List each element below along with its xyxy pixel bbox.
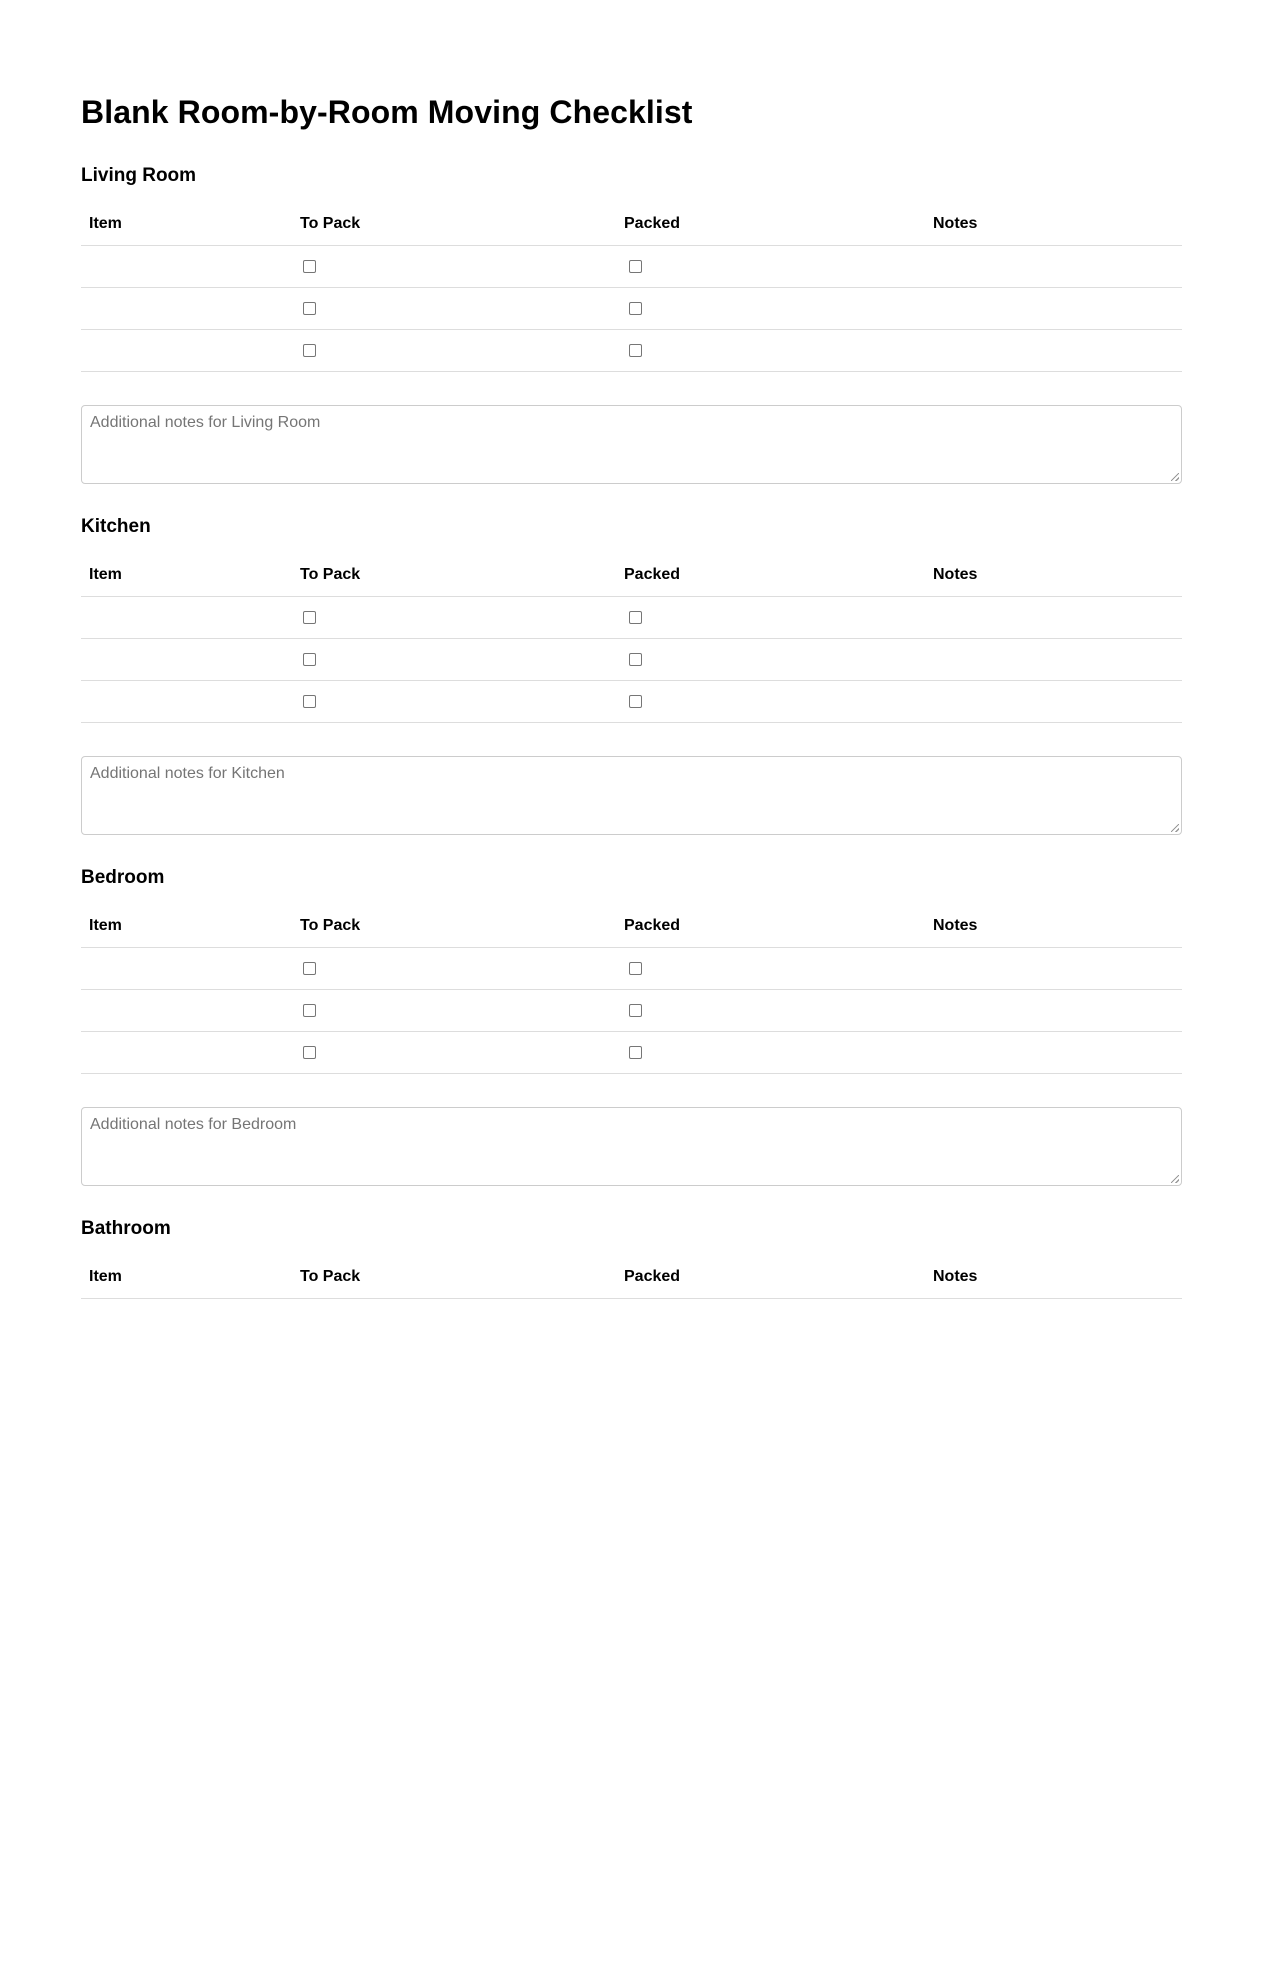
- additional-notes-textarea[interactable]: [81, 1107, 1182, 1186]
- column-header-to-pack: To Pack: [292, 203, 616, 246]
- room-section-bedroom: [81, 867, 1182, 1186]
- packed-cell: [616, 597, 925, 639]
- to-pack-checkbox[interactable]: [303, 344, 316, 357]
- additional-notes-wrapper: [81, 405, 1182, 484]
- checklist-table: [81, 905, 1182, 1074]
- room-heading: Living Room: [81, 165, 197, 186]
- table-row: [81, 639, 1182, 681]
- packed-cell: [616, 1032, 925, 1074]
- packed-cell: [616, 288, 925, 330]
- checklist-table: [81, 554, 1182, 723]
- table-row: [81, 246, 1182, 288]
- additional-notes-placeholder: Additional notes for Bedroom: [90, 1116, 297, 1133]
- to-pack-checkbox[interactable]: [303, 1046, 316, 1059]
- column-header-item: Item: [81, 905, 292, 948]
- item-cell[interactable]: [81, 246, 292, 288]
- column-header-item: Item: [81, 1256, 292, 1299]
- to-pack-checkbox[interactable]: [303, 611, 316, 624]
- packed-checkbox[interactable]: [629, 653, 642, 666]
- packed-cell: [616, 948, 925, 990]
- additional-notes-wrapper: [81, 756, 1182, 835]
- table-header-row: [81, 905, 1182, 948]
- packed-checkbox[interactable]: [629, 1046, 642, 1059]
- to-pack-cell: [292, 246, 616, 288]
- column-header-item: Item: [81, 203, 292, 246]
- notes-cell[interactable]: [925, 288, 1182, 330]
- packed-checkbox[interactable]: [629, 611, 642, 624]
- column-header-packed: Packed: [616, 203, 925, 246]
- packed-checkbox[interactable]: [629, 344, 642, 357]
- item-cell[interactable]: [81, 639, 292, 681]
- to-pack-cell: [292, 639, 616, 681]
- notes-cell[interactable]: [925, 1032, 1182, 1074]
- column-header-packed: Packed: [616, 905, 925, 948]
- table-row: [81, 597, 1182, 639]
- resize-grip-icon[interactable]: [1171, 1175, 1179, 1183]
- table-row: [81, 681, 1182, 723]
- table-header-row: [81, 203, 1182, 246]
- notes-cell[interactable]: [925, 948, 1182, 990]
- to-pack-checkbox[interactable]: [303, 260, 316, 273]
- table-row: [81, 1032, 1182, 1074]
- to-pack-cell: [292, 330, 616, 372]
- to-pack-checkbox[interactable]: [303, 653, 316, 666]
- item-cell[interactable]: [81, 681, 292, 723]
- to-pack-checkbox[interactable]: [303, 962, 316, 975]
- additional-notes-textarea[interactable]: [81, 756, 1182, 835]
- item-cell[interactable]: [81, 330, 292, 372]
- room-heading: Bedroom: [81, 867, 165, 888]
- to-pack-cell: [292, 1032, 616, 1074]
- table-header-row: [81, 554, 1182, 597]
- column-header-to-pack: To Pack: [292, 905, 616, 948]
- additional-notes-placeholder: Additional notes for Living Room: [90, 414, 321, 431]
- table-row: [81, 990, 1182, 1032]
- column-header-notes: Notes: [925, 905, 1182, 948]
- column-header-packed: Packed: [616, 554, 925, 597]
- checklist-table: [81, 1256, 1182, 1299]
- to-pack-cell: [292, 681, 616, 723]
- item-cell[interactable]: [81, 597, 292, 639]
- table-row: [81, 948, 1182, 990]
- packed-cell: [616, 639, 925, 681]
- additional-notes-wrapper: [81, 1107, 1182, 1186]
- notes-cell[interactable]: [925, 330, 1182, 372]
- item-cell[interactable]: [81, 990, 292, 1032]
- to-pack-checkbox[interactable]: [303, 302, 316, 315]
- page-title: Blank Room-by-Room Moving Checklist: [81, 94, 693, 130]
- to-pack-checkbox[interactable]: [303, 695, 316, 708]
- checklist-table: [81, 203, 1182, 372]
- table-row: [81, 330, 1182, 372]
- column-header-item: Item: [81, 554, 292, 597]
- column-header-notes: Notes: [925, 203, 1182, 246]
- column-header-to-pack: To Pack: [292, 554, 616, 597]
- to-pack-cell: [292, 948, 616, 990]
- additional-notes-placeholder: Additional notes for Kitchen: [90, 765, 285, 782]
- notes-cell[interactable]: [925, 639, 1182, 681]
- item-cell[interactable]: [81, 288, 292, 330]
- column-header-to-pack: To Pack: [292, 1256, 616, 1299]
- notes-cell[interactable]: [925, 681, 1182, 723]
- room-section-living-room: [81, 165, 1182, 484]
- room-heading: Bathroom: [81, 1218, 171, 1239]
- packed-cell: [616, 990, 925, 1032]
- table-row: [81, 288, 1182, 330]
- notes-cell[interactable]: [925, 597, 1182, 639]
- column-header-notes: Notes: [925, 1256, 1182, 1299]
- packed-checkbox[interactable]: [629, 260, 642, 273]
- item-cell[interactable]: [81, 948, 292, 990]
- resize-grip-icon[interactable]: [1171, 473, 1179, 481]
- column-header-packed: Packed: [616, 1256, 925, 1299]
- column-header-notes: Notes: [925, 554, 1182, 597]
- resize-grip-icon[interactable]: [1171, 824, 1179, 832]
- checklist-page: [81, 0, 1182, 1299]
- notes-cell[interactable]: [925, 246, 1182, 288]
- to-pack-cell: [292, 288, 616, 330]
- packed-cell: [616, 330, 925, 372]
- additional-notes-textarea[interactable]: [81, 405, 1182, 484]
- packed-checkbox[interactable]: [629, 1004, 642, 1017]
- table-header-row: [81, 1256, 1182, 1299]
- to-pack-cell: [292, 597, 616, 639]
- to-pack-cell: [292, 990, 616, 1032]
- room-heading: Kitchen: [81, 516, 151, 537]
- packed-checkbox[interactable]: [629, 695, 642, 708]
- packed-cell: [616, 246, 925, 288]
- room-section-kitchen: [81, 516, 1182, 835]
- packed-cell: [616, 681, 925, 723]
- packed-checkbox[interactable]: [629, 302, 642, 315]
- item-cell[interactable]: [81, 1032, 292, 1074]
- notes-cell[interactable]: [925, 990, 1182, 1032]
- packed-checkbox[interactable]: [629, 962, 642, 975]
- to-pack-checkbox[interactable]: [303, 1004, 316, 1017]
- room-section-bathroom: [81, 1218, 1182, 1299]
